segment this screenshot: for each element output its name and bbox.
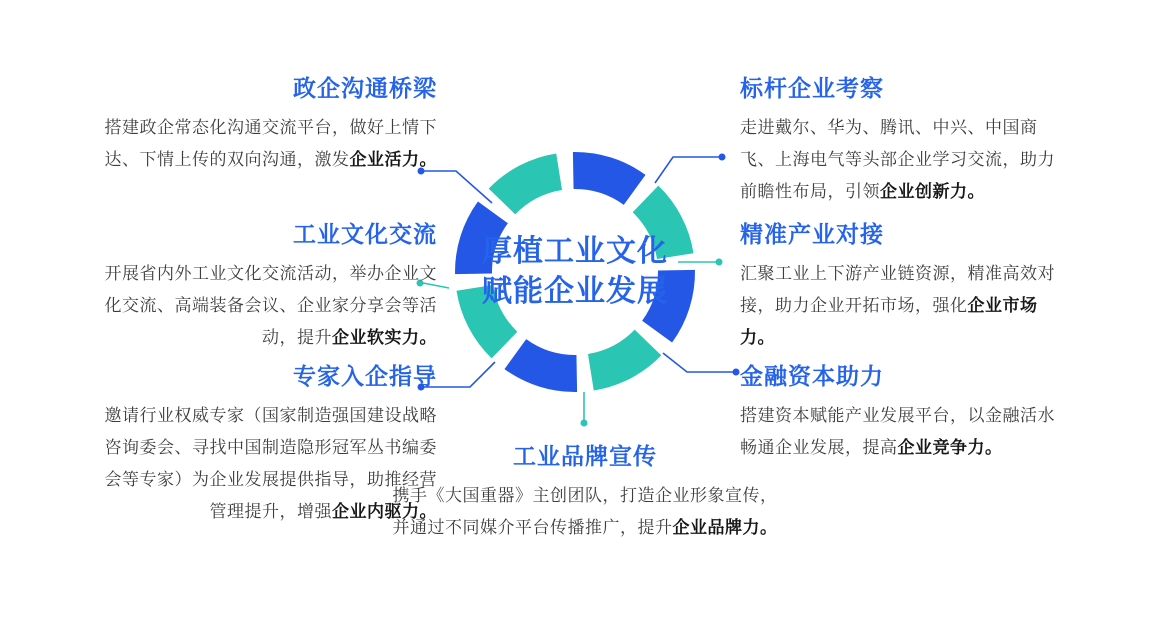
section-emphasis: 企业活力。: [349, 150, 437, 169]
section-title-gov-communication: 政企沟通桥梁: [293, 75, 437, 101]
center-slogan-line1: 厚植工业文化: [482, 235, 668, 268]
section-body-benchmark-visits: [740, 112, 1072, 208]
section-title-expert-guidance: 专家入企指导: [293, 363, 437, 389]
center-slogan: [455, 232, 695, 312]
section-body-brand-promotion: [385, 480, 785, 544]
section-title-brand-promotion: 工业品牌宣传: [513, 443, 657, 469]
connector-dot-5: [733, 369, 740, 376]
connector-line-3: [655, 157, 719, 183]
ring-segment-0: [573, 152, 646, 205]
section-body-gov-communication: [95, 112, 437, 176]
section-emphasis: 企业市场力。: [740, 296, 1038, 347]
connector-dot-3: [719, 154, 726, 161]
section-benchmark-visits: [740, 70, 1072, 208]
section-gov-communication: [95, 70, 437, 176]
connector-dot-4: [716, 259, 723, 266]
section-text: 汇聚工业上下游产业链资源，精准高效对接，助力企业开拓市场，强化: [740, 264, 1055, 315]
section-emphasis: 企业软实力。: [332, 328, 437, 347]
section-culture-exchange: [95, 216, 437, 354]
connector-dot-6: [581, 420, 588, 427]
section-body-culture-exchange: [95, 258, 437, 354]
section-industry-matching: [740, 216, 1072, 354]
section-title-industry-matching: 精准产业对接: [740, 221, 884, 247]
section-text: 搭建政企常态化沟通交流平台，做好上情下达、下情上传的双向沟通，激发: [104, 118, 437, 169]
connector-line-5: [663, 353, 733, 372]
section-body-industry-matching: [740, 258, 1072, 354]
section-emphasis: 企业竞争力。: [897, 438, 1003, 457]
center-slogan-line2: 赋能企业发展: [482, 275, 668, 308]
section-text: 邀请行业权威专家（国家制造强国建设战略咨询委会、寻找中国制造隐形冠军丛书编委会等专家）为企业发展提供指导，助推经营管理提升，增强: [104, 406, 437, 521]
ring-segment-3: [588, 330, 661, 391]
section-text: 携手《大国重器》主创团队，打造企业形象宣传，并通过不同媒介平台传播推广，提升: [392, 486, 778, 537]
ring-segment-4: [504, 339, 577, 392]
section-financial-capital: [740, 358, 1072, 464]
section-body-financial-capital: [740, 400, 1072, 464]
section-text: 走进戴尔、华为、腾讯、中兴、中国商飞、上海电气等头部企业学习交流，助力前瞻性布局，引领: [740, 118, 1055, 201]
section-text: 开展省内外工业文化交流活动，举办企业文化交流、高端装备会议、企业家分享会等活动，提升: [104, 264, 437, 347]
section-emphasis: 企业内驱力。: [332, 502, 437, 521]
section-title-benchmark-visits: 标杆企业考察: [740, 75, 884, 101]
ring-segment-7: [489, 153, 562, 214]
section-text: 搭建资本赋能产业发展平台，以金融活水畅通企业发展，提高: [740, 406, 1055, 457]
section-title-financial-capital: 金融资本助力: [740, 363, 884, 389]
section-emphasis: 企业创新力。: [880, 182, 985, 201]
section-title-culture-exchange: 工业文化交流: [293, 221, 437, 247]
section-emphasis: 企业品牌力。: [672, 518, 778, 537]
section-brand-promotion: [385, 438, 785, 544]
